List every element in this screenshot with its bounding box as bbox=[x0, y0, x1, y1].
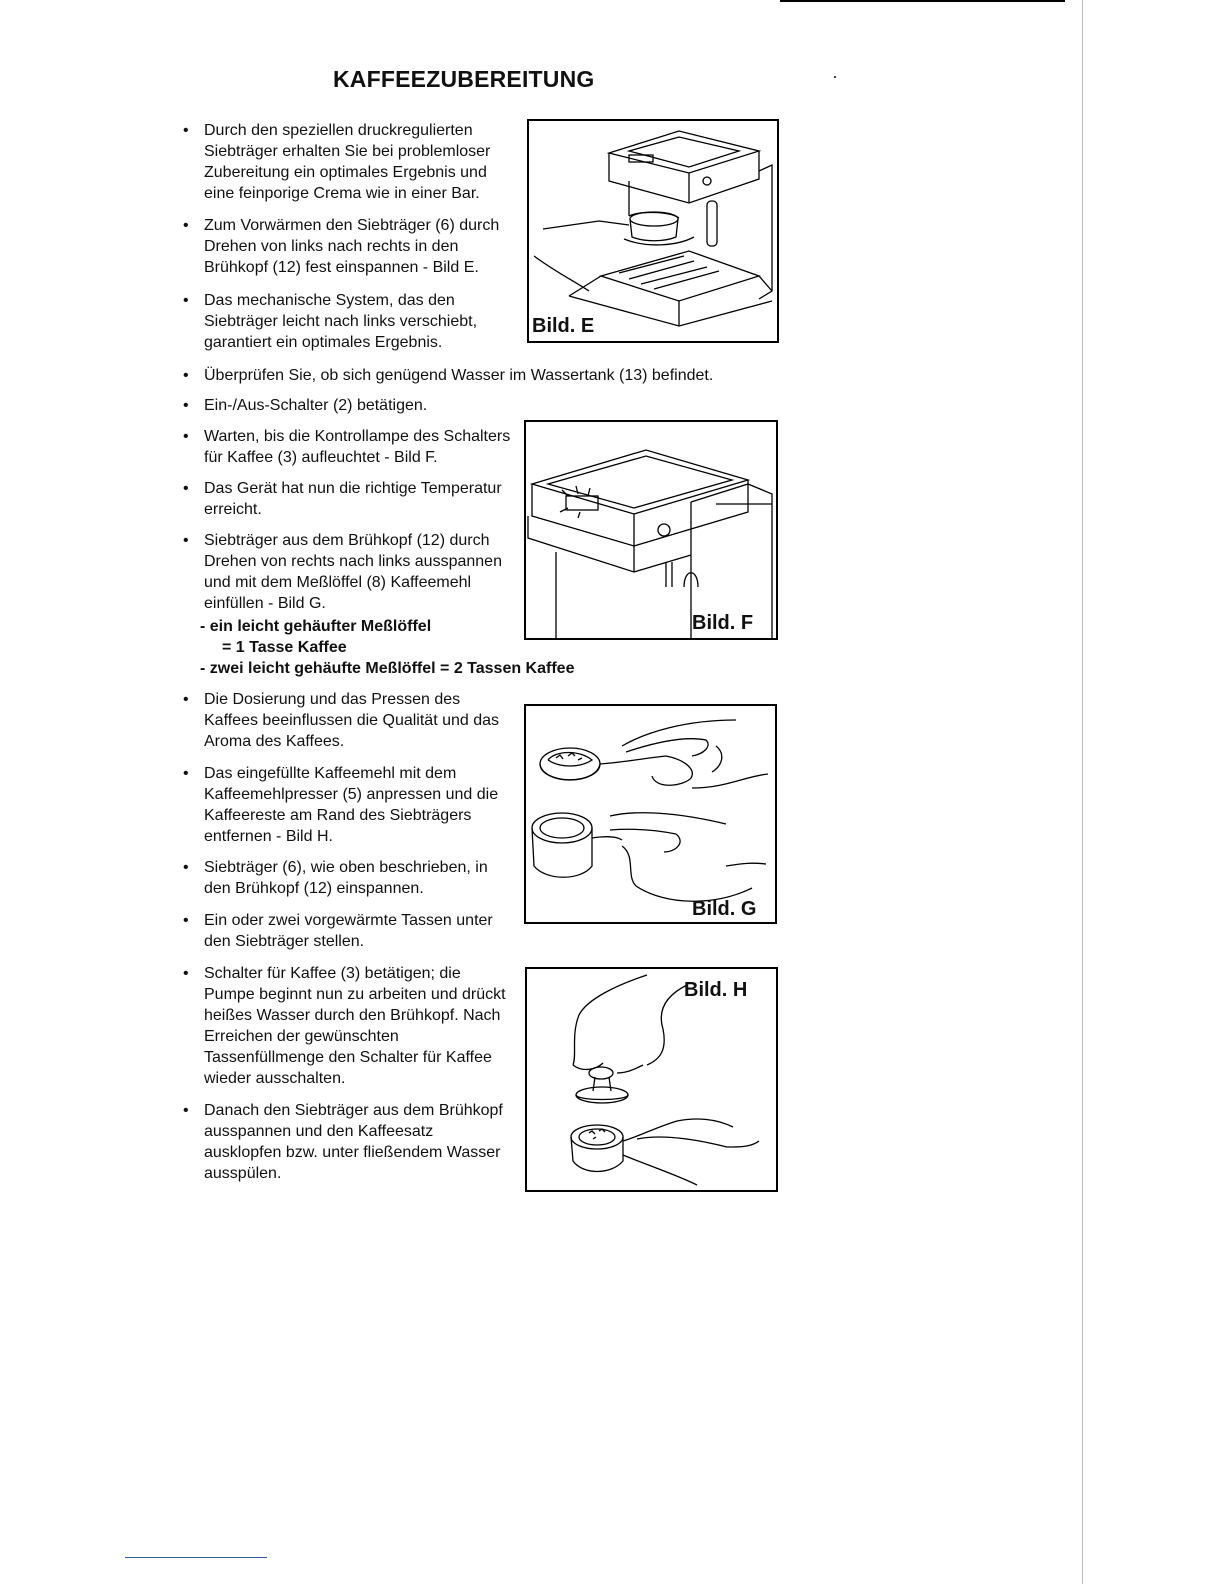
dosage-one: - ein leicht gehäufter Meßlöffel bbox=[200, 618, 432, 635]
page-title: KAFFEEZUBEREITUNG bbox=[333, 66, 595, 92]
bottom-rule bbox=[125, 1557, 267, 1558]
figure-h bbox=[525, 967, 778, 1192]
figure-caption-f: Bild. F bbox=[692, 612, 754, 634]
espresso-machine-illustration bbox=[529, 121, 777, 341]
figure-f bbox=[524, 420, 778, 640]
figure-g bbox=[524, 704, 777, 924]
figure-e bbox=[527, 119, 779, 343]
tamper-illustration bbox=[527, 969, 776, 1190]
figure-caption-e: Bild. E bbox=[532, 315, 595, 337]
figure-caption-g: Bild. G bbox=[692, 898, 757, 920]
dosage-two: - zwei leicht gehäufte Meßlöffel = 2 Tassen Kaffee bbox=[200, 660, 575, 677]
page-edge-rule bbox=[1082, 0, 1083, 1584]
figure-caption-h: Bild. H bbox=[684, 979, 748, 1001]
measuring-spoon-illustration bbox=[526, 706, 775, 922]
control-lamp-illustration bbox=[526, 422, 776, 638]
dosage-one-result: = 1 Tasse Kaffee bbox=[222, 639, 347, 656]
speck bbox=[834, 76, 836, 78]
top-rule bbox=[780, 0, 1065, 2]
